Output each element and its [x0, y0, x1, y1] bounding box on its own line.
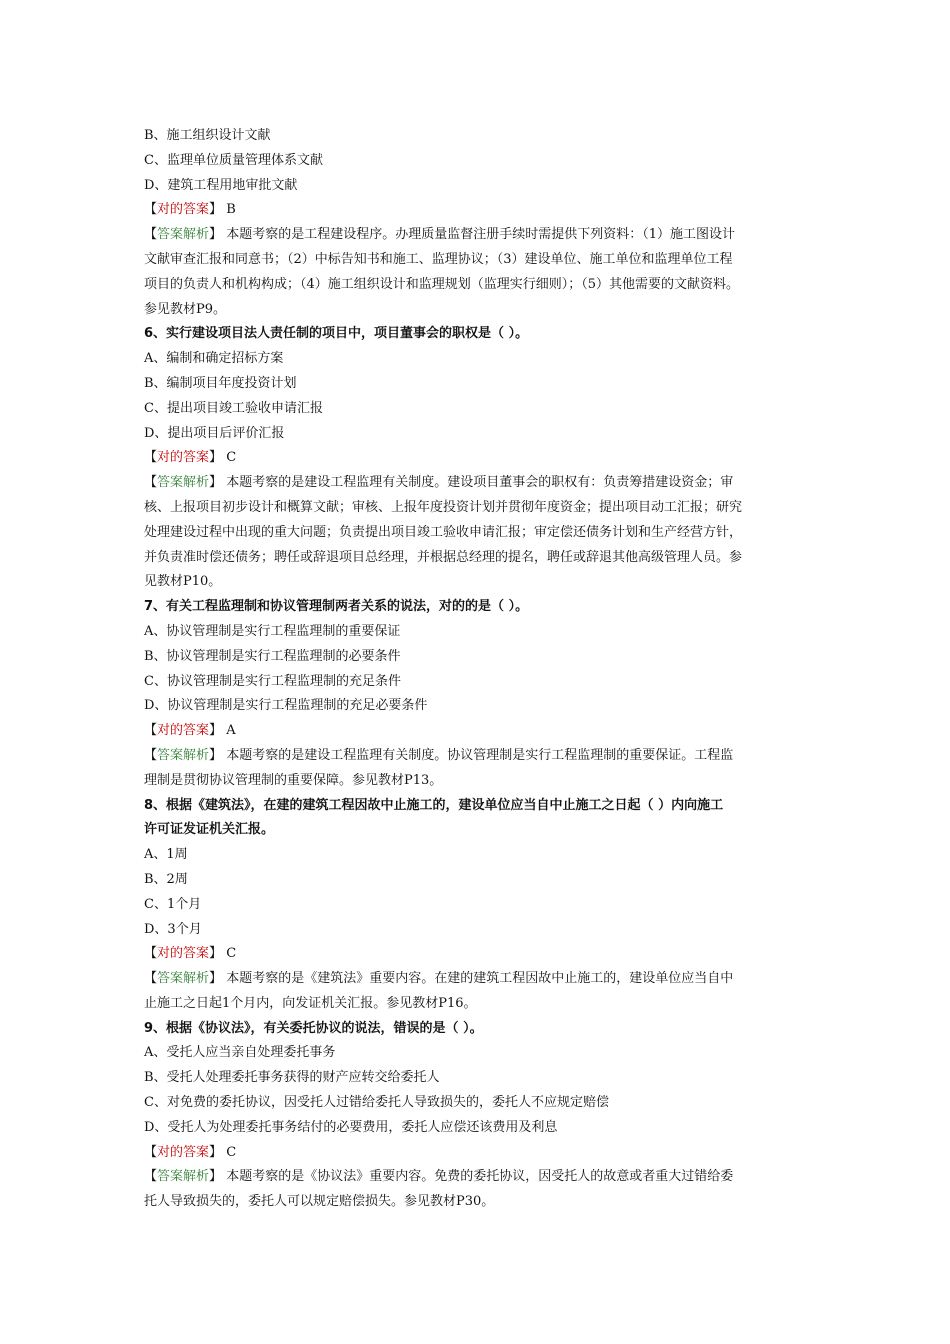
option-text: D、受托人为处理委托事务结付的必要费用，委托人应偿还该费用及利息: [144, 1119, 558, 1135]
bracket-open: 【: [144, 747, 158, 763]
option-text: B、2周: [144, 871, 188, 887]
analysis-continuation: 并负责准时偿还债务；聘任或辞退项目总经理，并根据总经理的提名，聘任或辞退其他高级管理人员。参: [144, 549, 743, 565]
analysis-text: 本题考察的是《协议法》重要内容。免费的委托协议，因受托人的故意或者重大过错给委: [226, 1169, 734, 1185]
analysis-continuation: 文献审查汇报和同意书；（2）中标告知书和施工、监理协议；（3）建设单位、施工单位和监理单位工程: [144, 251, 733, 267]
correct-answer-label: 对的答案: [157, 946, 210, 962]
bracket-open: 【: [144, 1144, 158, 1160]
bracket-close: 】: [209, 971, 223, 987]
bracket-open: 【: [144, 450, 158, 466]
question-text: 7、有关工程监理制和协议管理制两者关系的说法，对的的是（ ）。: [144, 599, 529, 615]
analysis-continuation: 核、上报项目初步设计和概算文献；审核、上报年度投资计划并贯彻年度资金；提出项目动工汇报；研究: [144, 499, 743, 515]
analysis-text: 本题考察的是《建筑法》重要内容。在建的建筑工程因故中止施工的，建设单位应当自中: [226, 971, 734, 987]
option-text: C、提出项目竣工验收申请汇报: [144, 400, 323, 416]
analysis-text: 本题考察的是建设工程监理有关制度。建设项目董事会的职权有：负责筹措建设资金；审: [226, 475, 734, 491]
analysis-label: 答案解析: [157, 747, 210, 763]
correct-answer-label: 对的答案: [157, 1144, 210, 1160]
analysis-text: 本题考察的是工程建设程序。办理质量监督注册手续时需提供下列资料：（1）施工图设计: [226, 227, 735, 243]
analysis-continuation: 参见教材P9。: [144, 301, 227, 317]
question-text: 9、根据《协议法》，有关委托协议的说法，错误的是（ ）。: [144, 1020, 483, 1036]
bracket-open: 【: [144, 971, 158, 987]
option-text: C、协议管理制是实行工程监理制的充足条件: [144, 673, 401, 689]
bracket-open: 【: [144, 723, 158, 739]
option-text: D、建筑工程用地审批文献: [144, 177, 298, 193]
option-text: B、受托人处理委托事务获得的财产应转交给委托人: [144, 1070, 440, 1086]
correct-answer-line: [144, 1141, 816, 1166]
option-text: D、协议管理制是实行工程监理制的充足必要条件: [144, 698, 428, 714]
analysis-label: 答案解析: [157, 971, 210, 987]
analysis-label: 答案解析: [157, 227, 210, 243]
correct-answer-value: B: [226, 202, 236, 218]
option-text: C、对免费的委托协议，因受托人过错给委托人导致损失的，委托人不应规定赔偿: [144, 1095, 609, 1111]
option-text: B、协议管理制是实行工程监理制的必要条件: [144, 648, 401, 664]
option-text: B、编制项目年度投资计划: [144, 375, 297, 391]
analysis-line: [144, 223, 816, 248]
bracket-close: 】: [209, 723, 223, 739]
analysis-continuation: 见教材P10。: [144, 574, 222, 590]
option-text: C、1个月: [144, 896, 202, 912]
bracket-open: 【: [144, 227, 158, 243]
bracket-close: 】: [209, 1169, 223, 1185]
question-text: 6、实行建设项目法人责任制的项目中，项目董事会的职权是（ ）。: [144, 326, 529, 342]
correct-answer-label: 对的答案: [157, 723, 210, 739]
analysis-continuation: 处理建设过程中出现的重大问题；负责提出项目竣工验收申请汇报；审定偿还债务计划和生产经营方针，: [144, 524, 743, 540]
bracket-close: 】: [209, 202, 223, 218]
correct-answer-value: A: [226, 723, 236, 739]
option-text: C、监理单位质量管理体系文献: [144, 152, 323, 168]
document-page: [144, 124, 816, 1215]
correct-answer-label: 对的答案: [157, 450, 210, 466]
correct-answer-line: [144, 942, 816, 967]
analysis-label: 答案解析: [157, 475, 210, 491]
bracket-open: 【: [144, 202, 158, 218]
option-text: D、提出项目后评价汇报: [144, 425, 285, 441]
analysis-continuation: 止施工之日起1个月内，向发证机关汇报。参见教材P16。: [144, 995, 477, 1011]
analysis-continuation: 理制是贯彻协议管理制的重要保障。参见教材P13。: [144, 772, 443, 788]
bracket-close: 】: [209, 475, 223, 491]
bracket-open: 【: [144, 1169, 158, 1185]
analysis-text: 本题考察的是建设工程监理有关制度。协议管理制是实行工程监理制的重要保证。工程监: [226, 747, 734, 763]
bracket-close: 】: [209, 946, 223, 962]
analysis-continuation: 托人导致损失的，委托人可以规定赔偿损失。参见教材P30。: [144, 1194, 495, 1210]
option-text: A、编制和确定招标方案: [144, 351, 284, 367]
option-text: D、3个月: [144, 921, 202, 937]
analysis-line: [144, 471, 816, 496]
bracket-close: 】: [209, 227, 223, 243]
correct-answer-value: C: [226, 946, 237, 962]
option-text: A、协议管理制是实行工程监理制的重要保证: [144, 623, 401, 639]
bracket-open: 【: [144, 946, 158, 962]
correct-answer-label: 对的答案: [157, 202, 210, 218]
correct-answer-value: C: [226, 450, 237, 466]
analysis-line: [144, 1165, 816, 1190]
question-text: 8、根据《建筑法》，在建的建筑工程因故中止施工的，建设单位应当自中止施工之日起（ ）内向施工: [144, 797, 724, 813]
option-text: A、1周: [144, 847, 188, 863]
correct-answer-line: [144, 719, 816, 744]
bracket-close: 】: [209, 450, 223, 466]
analysis-line: [144, 744, 816, 769]
correct-answer-line: [144, 446, 816, 471]
analysis-line: [144, 967, 816, 992]
option-text: B、施工组织设计文献: [144, 128, 271, 143]
option-text: A、受托人应当亲自处理委托事务: [144, 1045, 336, 1061]
bracket-close: 】: [209, 747, 223, 763]
analysis-continuation: 项目的负责人和机构构成；（4）施工组织设计和监理规划（监理实行细则）；（5）其他需要的文献资料。: [144, 276, 740, 292]
correct-answer-value: C: [226, 1144, 237, 1160]
question-text: 许可证发证机关汇报。: [144, 822, 275, 838]
bracket-open: 【: [144, 475, 158, 491]
bracket-close: 】: [209, 1144, 223, 1160]
correct-answer-line: [144, 198, 816, 223]
analysis-label: 答案解析: [157, 1169, 210, 1185]
